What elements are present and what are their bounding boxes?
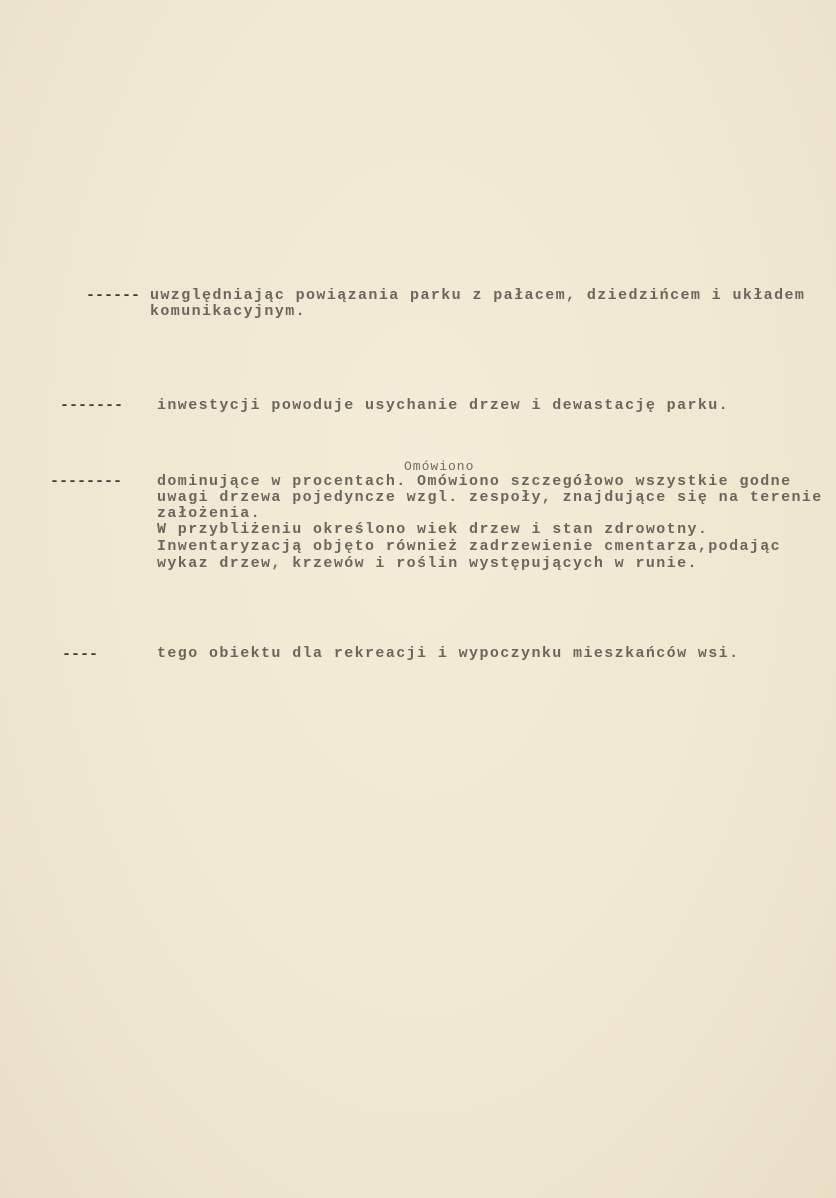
text-line: założenia. [157,505,262,522]
text-line: W przybliżeniu określono wiek drzew i stan zdrowotny. [157,521,709,538]
dash-marker: ---- [62,646,99,663]
text-line: tego obiektu dla rekreacji i wypoczynku mieszkańców wsi. [157,645,740,662]
dash-marker: ------ [86,287,141,304]
dash-marker: -------- [50,473,123,490]
text-line: komunikacyjnym. [150,303,307,320]
dash-marker: ------- [60,397,124,414]
text-line: uwagi drzewa pojedyncze wzgl. zespoły, znajdujące się na terenie [157,489,823,506]
text-line: uwzględniając powiązania parku z pałacem, dziedzińcem i układem [150,287,806,304]
text-line: Inwentaryzacją objęto również zadrzewienie cmentarza,podając [157,538,782,555]
text-line: wykaz drzew, krzewów i roślin występujących w runie. [157,555,698,572]
text-line: dominujące w procentach. Omówiono szczegółowo wszystkie godne [157,473,792,490]
text-line: inwestycji powoduje usychanie drzew i dewastację parku. [157,397,730,414]
handwritten-correction: Omówiono [404,459,475,474]
